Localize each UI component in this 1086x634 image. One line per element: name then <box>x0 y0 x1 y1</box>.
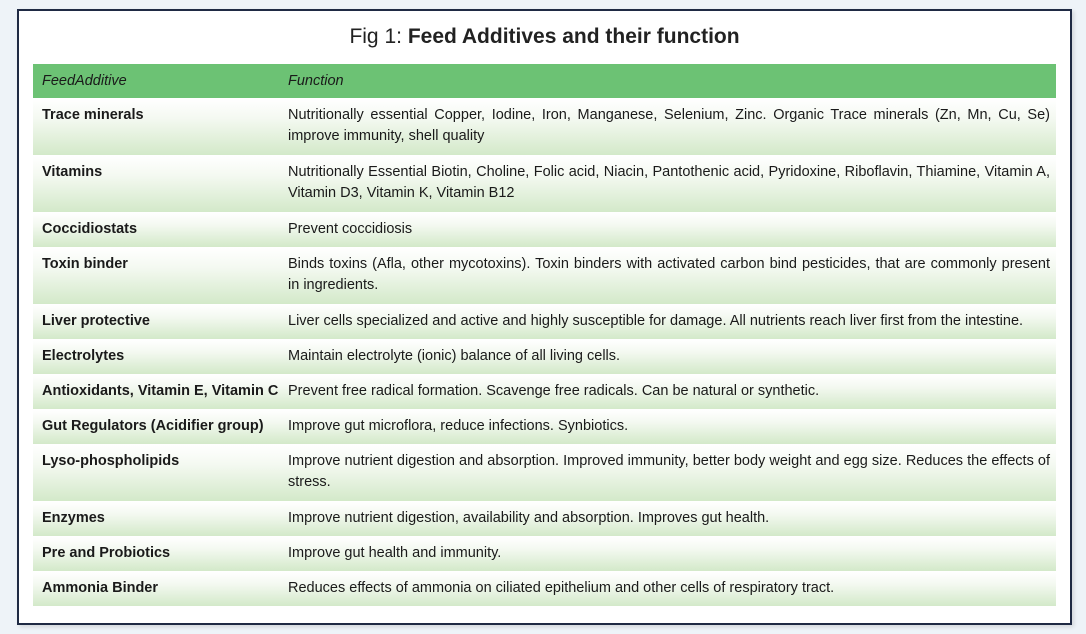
additive-name: Coccidiostats <box>42 221 138 237</box>
additive-name: Ammonia Binder <box>42 580 159 596</box>
additive-function: Reduces effects of ammonia on ciliated epithelium and other cells of respiratory tract. <box>288 580 835 596</box>
table-row <box>33 99 1056 156</box>
additive-function: Maintain electrolyte (ionic) balance of all living cells. <box>288 348 621 364</box>
additive-name: Enzymes <box>42 510 105 526</box>
table-header-row <box>33 64 1056 99</box>
table-row <box>33 537 1056 572</box>
additive-name: Electrolytes <box>42 348 125 364</box>
table-row <box>33 340 1056 375</box>
additive-function: Prevent coccidiosis <box>288 221 413 237</box>
additive-name: Lyso-phospholipids <box>42 453 180 469</box>
figure-frame <box>17 9 1072 625</box>
additive-function: Nutritionally essential Copper, Iodine, Iron, Manganese, Selenium, Zinc. Organic Trace minerals (Zn, Mn, Cu, Se) improve immunity, shell quality <box>288 107 1050 144</box>
figure-title-text: Feed Additives and their function <box>407 25 740 48</box>
additive-function: Liver cells specialized and active and highly susceptible for damage. All nutrients reach liver first from the intestine. <box>288 313 1024 329</box>
additive-name: Liver protective <box>42 313 150 329</box>
header-feed-additive: FeedAdditive <box>42 72 127 89</box>
additive-name: Gut Regulators (Acidifier group) <box>42 418 264 434</box>
additive-function: Improve gut health and immunity. <box>288 545 502 561</box>
additive-function: Nutritionally Essential Biotin, Choline, Folic acid, Niacin, Pantothenic acid, Pyridoxine, Riboflavin, Thiamine, Vitamin A, Vitamin D3, Vitamin K, Vitamin B12 <box>288 164 1050 201</box>
additive-name: Vitamins <box>42 164 103 180</box>
table-row <box>33 445 1056 502</box>
table-row <box>33 375 1056 410</box>
table-row <box>33 305 1056 340</box>
table-row <box>33 248 1056 305</box>
additive-name: Pre and Probiotics <box>42 545 171 561</box>
additive-function: Improve nutrient digestion and absorption. Improved immunity, better body weight and egg size. Reduces the effects of stress. <box>288 453 1050 490</box>
table-row <box>33 502 1056 537</box>
figure-title <box>19 25 1070 49</box>
figure-title-prefix: Fig 1: <box>349 25 402 48</box>
additive-function: Binds toxins (Afla, other mycotoxins). Toxin binders with activated carbon bind pesticides, that are commonly present in ingredients. <box>288 256 1050 293</box>
table-row <box>33 213 1056 248</box>
feed-additives-table <box>33 64 1056 607</box>
table-row <box>33 410 1056 445</box>
additive-function: Improve gut microflora, reduce infections. Synbiotics. <box>288 418 629 434</box>
table-row <box>33 572 1056 607</box>
table-row <box>33 156 1056 213</box>
additive-function: Improve nutrient digestion, availability and absorption. Improves gut health. <box>288 510 770 526</box>
header-function: Function <box>288 72 344 89</box>
additive-name: Antioxidants, Vitamin E, Vitamin C <box>42 383 279 399</box>
additive-function: Prevent free radical formation. Scavenge free radicals. Can be natural or synthetic. <box>288 383 820 399</box>
additive-name: Toxin binder <box>42 256 128 272</box>
additive-name: Trace minerals <box>42 107 144 123</box>
